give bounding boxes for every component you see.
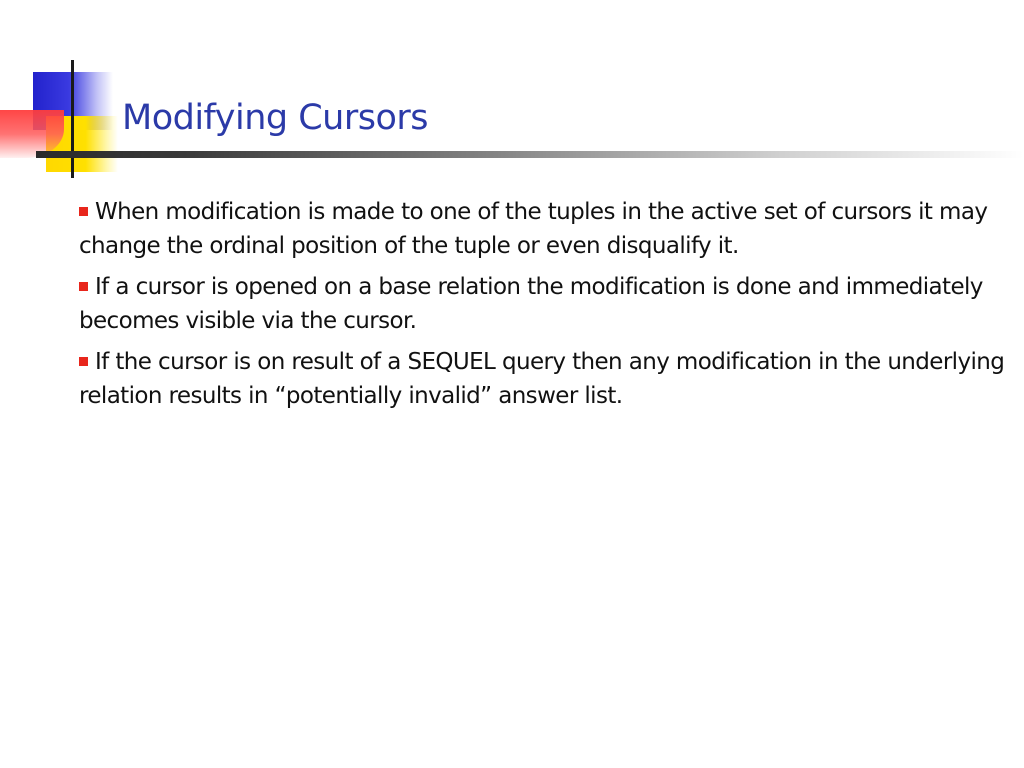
title-underline-rule xyxy=(36,151,1024,158)
bullet-square-icon xyxy=(79,207,88,216)
bullet-item xyxy=(79,195,1019,263)
bullet-square-icon xyxy=(79,282,88,291)
vertical-line-decoration xyxy=(71,60,74,178)
bullet-item xyxy=(79,270,1019,338)
bullet-text: If a cursor is opened on a base relation the modification is done and immediately becomes visible via the cursor. xyxy=(79,274,983,334)
bullet-text: If the cursor is on result of a SEQUEL query then any modification in the underlying relation results in “potentially invalid” answer list. xyxy=(79,349,1005,409)
bullet-item xyxy=(79,345,1019,413)
slide-title: Modifying Cursors xyxy=(122,98,429,138)
bullet-text: When modification is made to one of the tuples in the active set of cursors it may change the ordinal position of the tuple or even disqualify it. xyxy=(79,199,988,259)
bullet-list xyxy=(79,195,1019,420)
bullet-square-icon xyxy=(79,357,88,366)
